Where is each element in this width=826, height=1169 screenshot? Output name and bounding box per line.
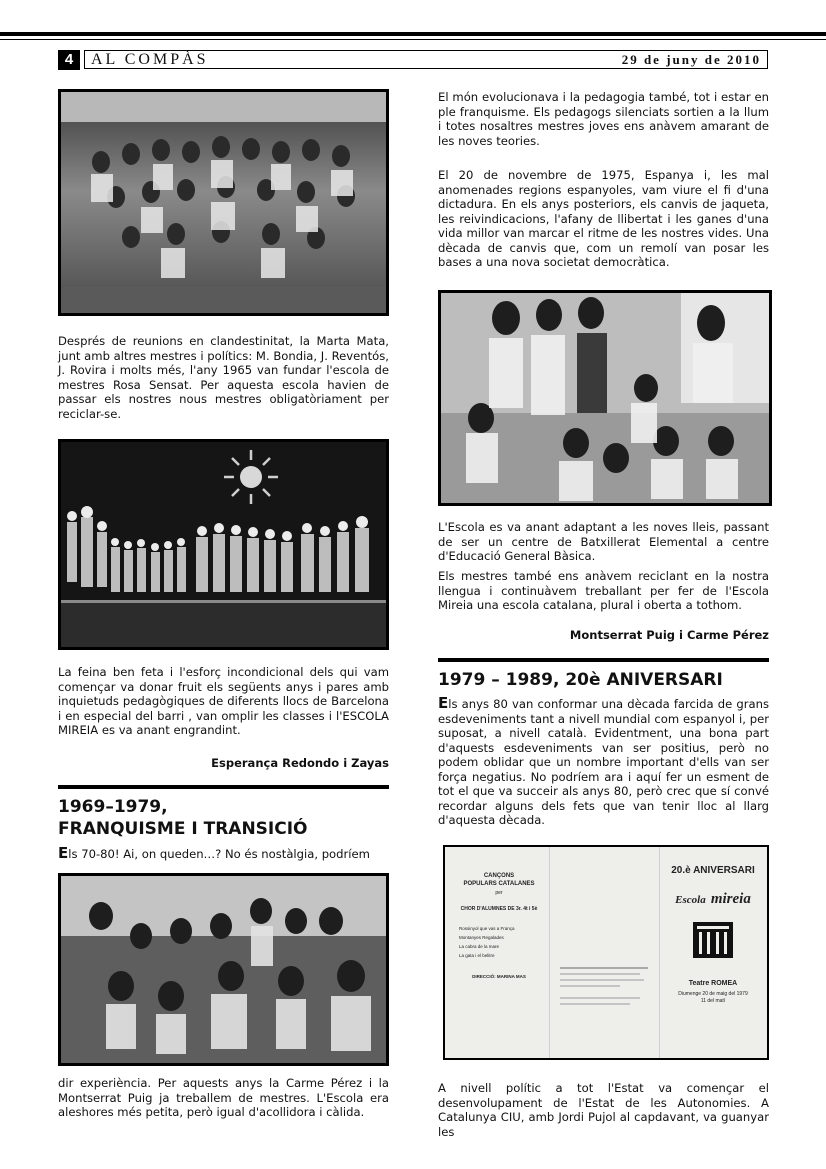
programme-text-line xyxy=(560,997,640,999)
author-signature-2: Montserrat Puig i Carme Pérez xyxy=(569,628,769,642)
programme-school-logo xyxy=(659,888,767,908)
programme-fold-middle xyxy=(549,847,660,1058)
programme-left-panel xyxy=(451,873,547,979)
sun-decoration xyxy=(224,450,278,504)
programme-songs-subtitle: POPULARS CATALANES xyxy=(463,881,535,887)
paragraph-new-laws: L'Escola es va anant adaptant a les noves lleis, passant de ser un centre de Batxillerat Elemental a centre d'Educació General Bàsica. xyxy=(438,520,769,563)
paragraph-autonomies: A nivell polític a tot l'Estat va començar el desenvolupament de l'Estat de les Autonomies. A Catalunya CIU, amb Jordi Pujol al capdavant, va guanyar les xyxy=(438,1081,769,1139)
author-signature-1: Esperança Redondo i Zayas xyxy=(211,756,389,770)
header-box xyxy=(84,50,768,69)
paragraph-catalan-school: Els mestres també ens anàvem reciclant en la nostra llengua i continuàvem treballant per fer de l'Escola Mireia una escola catalana, plural i oberta a tothom. xyxy=(438,569,769,612)
programme-text-line xyxy=(560,979,644,981)
programme-date-line2: 11 del matí xyxy=(700,998,726,1004)
paragraph-70s-intro xyxy=(58,846,389,862)
photo-classroom-image xyxy=(61,876,386,1063)
programme-date-line1: Diumenge 20 de maig del 1979 xyxy=(678,991,748,997)
paragraph-experience: dir experiència. Per aquests anys la Carme Pérez i la Montserrat Puig ja treballem de mestres. L'Escola era aleshores més petita, però igual d'acollidora i càlida. xyxy=(58,1076,389,1119)
programme-song: La cabra de la mare xyxy=(459,944,500,949)
issue-date: 29 de juny de 2010 xyxy=(621,52,761,67)
dropcap-e-2: E xyxy=(438,694,449,712)
programme-songs-title: CANÇONS xyxy=(483,873,515,879)
theatre-facade-icon xyxy=(693,922,733,958)
paragraph-pedagogy: El món evolucionava i la pedagogia també, tot i estar en ple franquisme. Els pedagogs silenciats sortien a la llum i totes nosaltres mestres joves ens anàvem amarant de les noves teories. xyxy=(438,90,769,148)
programme-text-line xyxy=(560,985,620,987)
header-rule-thick xyxy=(0,32,826,36)
photo-children-teacher-image xyxy=(441,293,769,503)
paragraph-dictatorship-end: El 20 de novembre de 1975, Espanya i, les mal anomenades regions espanyoles, vam viure el fi d'una dictadura. En els anys posteriors, els canvis de jaqueta, les reivindicacions, l'afany de llibertat i les ganes d'una vida millor van marcar el ritme de les nostres vides. Una dècada de canvis que, com un remolí van posar les bases a una nova societat democràtica. xyxy=(438,168,769,269)
heading-1969-line2: FRANQUISME I TRANSICIÓ xyxy=(58,819,308,839)
programme-school-name: mireia xyxy=(710,891,751,907)
programme-text-line xyxy=(560,973,640,975)
programme-theatre: Teatre ROMEA xyxy=(688,980,738,987)
paragraph-first-years: La feina ben feta i l'esforç incondicional dels qui vam començar va donar fruit els següents anys i pares amb inquietuds pedagògiques de diferents llocs de Barcelona i en especial del barri , van omplir les classes i l'ESCOLA MIREIA es va anant engrandint. xyxy=(58,665,389,737)
publication-title: AL COMPÀS xyxy=(91,51,209,68)
programme-by: per xyxy=(495,890,503,896)
programme-text-line xyxy=(560,1003,630,1005)
dropcap-e: E xyxy=(58,844,69,862)
programme-song-list xyxy=(451,924,547,960)
programme-song: Rossinyol que vas a França xyxy=(459,926,515,931)
photo-stage-performance xyxy=(58,439,389,650)
paragraph-70s-intro-text: ls 70-80! Ai, on queden…? No és nostàlgia, podríem xyxy=(68,847,370,861)
programme-right-panel xyxy=(659,865,767,1004)
section-rule-1969 xyxy=(58,785,389,789)
heading-1969-line1: 1969–1979, xyxy=(58,797,168,817)
photo-anniversary-programme xyxy=(443,845,769,1060)
page-number: 4 xyxy=(58,50,80,70)
programme-director: DIRECCIÓ: MARINA MAS xyxy=(472,974,526,979)
programme-song: La gata i el belitre xyxy=(459,953,495,958)
section-rule-1979 xyxy=(438,658,769,662)
paragraph-rosa-sensat: Després de reunions en clandestinitat, la Marta Mata, junt amb altres mestres i polítics: M. Bondia, J. Reventós, J. Rovira i molts més, l'any 1965 van fundar l'escola de mestres Rosa Sensat. Per aquesta escola havien de passar els nostres nous mestres obligatòriament per reciclar-se. xyxy=(58,334,389,421)
programme-choir: CHOR D'ALUMNES DE 3r. 4t i 5è xyxy=(460,906,538,912)
photo-stage-image xyxy=(61,442,386,647)
paragraph-80s xyxy=(438,696,769,828)
heading-1979-1989: 1979 – 1989, 20è ANIVERSARI xyxy=(438,670,723,690)
programme-song: Montanyes Regalades xyxy=(459,935,504,940)
photo-classroom-children xyxy=(58,873,389,1066)
photo-group-image xyxy=(61,92,386,313)
paragraph-80s-text: ls anys 80 van conformar una dècada farcida de grans esdeveniments tant a nivell mundial com espanyol i, per suposat, a nivell català. Evidentment, una bona part d'aquests esdeveniments van ser positius, però no podem oblidar que un nombre important d'ells van ser força negatius. No podríem ara i aquí fer un esment de tot el que va succeir als anys 80, però crec que sí convé recordar alguns dels fets que van tenir lloc al llarg d'aquesta dècada. xyxy=(438,697,769,827)
programme-anniversary-title: 20.è ANIVERSARI xyxy=(671,865,755,876)
heading-1969-1979 xyxy=(58,796,389,840)
programme-text-line xyxy=(560,967,648,969)
photo-group-portrait xyxy=(58,89,389,316)
photo-children-teacher xyxy=(438,290,772,506)
programme-school-word: Escola xyxy=(675,894,706,906)
programme-middle-blurb xyxy=(560,967,648,1009)
header-rule-thin xyxy=(0,39,826,40)
